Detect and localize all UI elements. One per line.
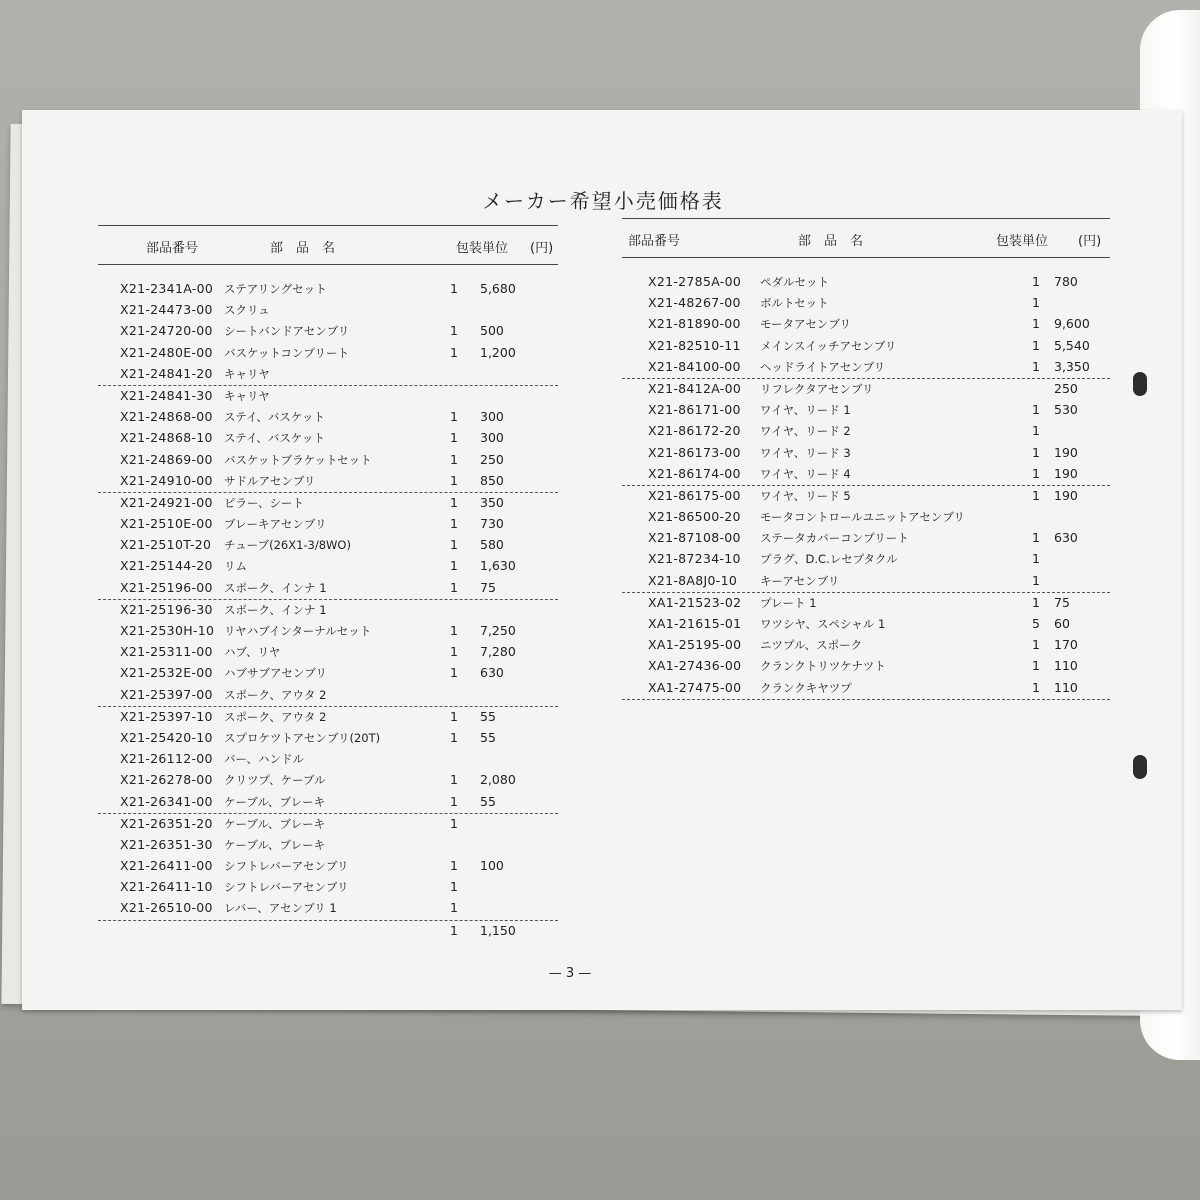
- pack-unit: 1: [450, 323, 458, 339]
- part-number: X21-25420-10: [120, 729, 213, 745]
- price: 55: [480, 793, 496, 809]
- part-number: X21-25311-00: [120, 644, 213, 660]
- pack-unit: 1: [450, 494, 458, 510]
- pack-unit: 1: [1032, 572, 1040, 588]
- part-number: X21-24921-00: [120, 494, 213, 510]
- pack-unit: 1: [450, 537, 458, 553]
- pack-unit: 1: [450, 858, 458, 874]
- price: 55: [480, 729, 496, 745]
- table-row: [622, 421, 1110, 442]
- part-name: ワイヤ、リード 5: [760, 488, 851, 503]
- price: 170: [1054, 637, 1078, 653]
- pack-unit: 1: [1032, 530, 1040, 546]
- part-name: クリツプ、ケーブル: [224, 773, 326, 788]
- table-header: [622, 218, 1110, 258]
- pack-unit: 1: [450, 708, 458, 724]
- part-name: リヤハブインターナルセット: [224, 624, 372, 638]
- part-name: キーアセンブリ: [760, 573, 840, 588]
- table-row: [98, 407, 558, 428]
- price: 1,150: [480, 922, 516, 938]
- price: 3,350: [1054, 358, 1090, 374]
- part-name: ケーブル、ブレーキ: [224, 794, 326, 809]
- part-number: X21-2785A-00: [648, 274, 742, 289]
- price: 530: [1054, 402, 1078, 418]
- pack-unit: 1: [450, 729, 458, 745]
- table-row: [622, 571, 1110, 593]
- part-number: XA1-21523-02: [648, 594, 742, 610]
- part-number: X21-2510E-00: [120, 516, 213, 532]
- part-number: X21-24841-30: [120, 387, 213, 403]
- table-row: [98, 321, 558, 342]
- pack-unit: 1: [1032, 679, 1040, 695]
- part-name: シートバンドアセンブリ: [224, 324, 350, 339]
- part-name: ワイヤ、リード 4: [760, 466, 851, 481]
- price: 350: [480, 494, 504, 510]
- part-number: X21-25144-20: [120, 558, 213, 574]
- table-row: [622, 656, 1110, 677]
- part-name: レバー、アセンブリ 1: [224, 901, 337, 916]
- part-number: X21-26351-20: [120, 815, 213, 831]
- part-name: チューブ(26X1-3/8WO): [224, 538, 351, 553]
- price: 630: [1054, 530, 1078, 546]
- part-number: X21-87234-10: [648, 551, 741, 567]
- price: 55: [480, 708, 496, 724]
- pack-unit: 1: [1032, 658, 1040, 674]
- part-name: リム: [224, 559, 247, 574]
- table-row: [98, 749, 558, 770]
- pack-unit: 1: [450, 516, 458, 532]
- part-name: シフトレバーアセンブリ: [224, 859, 349, 874]
- pack-unit: 1: [1032, 551, 1040, 567]
- pack-unit: 1: [1032, 423, 1040, 439]
- pack-unit: 1: [1032, 402, 1040, 418]
- pack-unit: 1: [1032, 274, 1040, 289]
- part-name: ステイ、バスケット: [224, 410, 325, 425]
- pack-unit: 1: [450, 900, 458, 916]
- part-name: ヘッドライトアセンブリ: [760, 359, 886, 374]
- part-name: ハブサブアセンブリ: [224, 666, 327, 681]
- table-row: [98, 300, 558, 321]
- price: 110: [1054, 679, 1078, 695]
- part-number: X21-26278-00: [120, 772, 213, 788]
- part-number: X21-24869-00: [120, 451, 213, 467]
- price: 5,540: [1054, 337, 1090, 353]
- part-name: ピラー、シート: [224, 495, 305, 510]
- table-row: [622, 507, 1110, 528]
- part-name: ニツプル、スポーク: [760, 638, 863, 653]
- part-name: ワイヤ、リード 1: [760, 403, 851, 418]
- header-part-name: 部 品 名: [270, 241, 336, 256]
- header-part-no: 部品番号: [628, 234, 681, 249]
- table-row: [98, 707, 558, 728]
- table-row: [98, 279, 558, 300]
- price: 580: [480, 537, 504, 553]
- price: 9,600: [1054, 316, 1090, 332]
- part-name: メインスイッチアセンブリ: [760, 338, 897, 353]
- price: 500: [480, 323, 504, 339]
- table-row: [622, 379, 1110, 400]
- part-number: X21-24868-00: [120, 409, 213, 425]
- part-number: X21-84100-00: [648, 358, 741, 374]
- part-name: キャリヤ: [224, 366, 270, 381]
- table-row: [98, 535, 558, 556]
- header-yen: (円): [1078, 234, 1102, 249]
- part-number: X21-48267-00: [648, 295, 741, 311]
- binding-hole-top: [1133, 372, 1147, 396]
- price: 250: [1054, 380, 1078, 396]
- table-row: [622, 336, 1110, 357]
- table-row: [622, 614, 1110, 635]
- price: 300: [480, 430, 504, 446]
- table-row: [98, 364, 558, 386]
- part-number: X21-25397-10: [120, 708, 213, 724]
- part-number: X21-87108-00: [648, 530, 741, 546]
- pack-unit: 1: [450, 815, 458, 831]
- pack-unit: 1: [450, 623, 458, 638]
- table-row: [98, 343, 558, 364]
- part-number: X21-2341A-00: [120, 281, 214, 296]
- pack-unit: 1: [1032, 295, 1040, 311]
- price: 75: [480, 579, 496, 595]
- price: 630: [480, 665, 504, 681]
- table-row: [622, 272, 1110, 293]
- part-name: ボルトセット: [760, 296, 829, 311]
- table-row: [98, 663, 558, 684]
- part-name: ワツシヤ、スペシャル 1: [760, 617, 886, 631]
- header-part-no: 部品番号: [146, 241, 199, 256]
- table-row: [622, 443, 1110, 464]
- part-number: X21-2510T-20: [120, 537, 212, 553]
- part-number: X21-26112-00: [120, 751, 213, 767]
- page-title: メーカー希望小売価格表: [482, 189, 724, 213]
- pack-unit: 1: [450, 772, 458, 788]
- price: 100: [480, 858, 504, 874]
- table-header: [98, 225, 558, 265]
- table-row: [98, 493, 558, 514]
- part-number: X21-26411-00: [120, 858, 213, 874]
- price: 190: [1054, 465, 1078, 481]
- table-row: [98, 428, 558, 449]
- price: 110: [1054, 658, 1078, 674]
- part-name: モータコントロールユニットアセンブリ: [760, 510, 965, 525]
- part-name: サドルアセンブリ: [224, 473, 316, 488]
- part-number: X21-2530H-10: [120, 623, 215, 638]
- table-row: [98, 728, 558, 749]
- part-number: X21-86171-00: [648, 402, 741, 418]
- pack-unit: 1: [1032, 358, 1040, 374]
- table-row: [98, 898, 558, 920]
- part-number: X21-86172-20: [648, 423, 741, 439]
- table-row: [622, 528, 1110, 549]
- part-name: ステータカバーコンプリート: [760, 531, 909, 546]
- price: 1,200: [480, 344, 516, 360]
- part-name: ステイ、バスケット: [224, 431, 325, 446]
- pack-unit: 1: [450, 579, 458, 595]
- part-number: X21-82510-11: [648, 337, 741, 353]
- part-name: リフレクタアセンブリ: [760, 381, 874, 396]
- pack-unit: 1: [1032, 444, 1040, 460]
- part-number: X21-26510-00: [120, 900, 213, 916]
- pack-unit: 1: [1032, 594, 1040, 610]
- pack-unit: 1: [450, 281, 458, 296]
- pack-unit: 1: [450, 409, 458, 425]
- table-row: [98, 450, 558, 471]
- pack-unit: 1: [1032, 637, 1040, 653]
- table-row: [622, 464, 1110, 486]
- part-number: X21-8412A-00: [648, 380, 742, 396]
- pack-unit: 1: [1032, 465, 1040, 481]
- part-number: X21-2480E-00: [120, 344, 213, 360]
- binding-hole-bottom: [1133, 755, 1147, 779]
- table-row: [98, 386, 558, 407]
- price: 780: [1054, 274, 1078, 289]
- table-row: [622, 357, 1110, 379]
- pack-unit: 1: [450, 879, 458, 895]
- part-number: XA1-27436-00: [648, 658, 742, 674]
- part-number: X21-24720-00: [120, 323, 213, 339]
- pack-unit: 1: [450, 451, 458, 467]
- table-row: [98, 685, 558, 707]
- part-number: X21-26351-30: [120, 836, 213, 852]
- price: 2,080: [480, 772, 516, 788]
- part-number: X21-24868-10: [120, 430, 213, 446]
- table-row: [98, 770, 558, 791]
- pack-unit: 5: [1032, 616, 1040, 631]
- table-row: [622, 400, 1110, 421]
- part-number: X21-86173-00: [648, 444, 741, 460]
- pack-unit: 1: [450, 644, 458, 660]
- part-name: スポーク、インナ 1: [224, 580, 327, 595]
- pack-unit: 1: [1032, 316, 1040, 332]
- table-row: [98, 621, 558, 642]
- part-name: ケーブル、ブレーキ: [224, 837, 326, 852]
- table-row: [98, 514, 558, 535]
- part-name: スポーク、アウタ 2: [224, 687, 327, 702]
- part-name: キャリヤ: [224, 388, 270, 403]
- part-name: ステアリングセット: [224, 282, 327, 296]
- part-number: X21-25397-00: [120, 686, 213, 702]
- table-row: [98, 642, 558, 663]
- part-number: X21-24473-00: [120, 302, 213, 318]
- pack-unit: 1: [1032, 487, 1040, 503]
- table-row: [622, 593, 1110, 614]
- part-name: クランクトリツケナツト: [760, 659, 886, 674]
- table-row: [622, 293, 1110, 314]
- part-name: バスケットコンプリート: [224, 345, 350, 360]
- part-name: モータアセンブリ: [760, 317, 851, 332]
- table-row: [98, 471, 558, 493]
- pack-unit: 1: [450, 793, 458, 809]
- part-number: X21-2532E-00: [120, 665, 213, 681]
- price: 7,280: [480, 644, 516, 660]
- part-number: X21-86174-00: [648, 465, 741, 481]
- part-name: クランクキヤツプ: [760, 680, 852, 695]
- header-unit: 包装単位: [996, 234, 1049, 249]
- table-row: [98, 556, 558, 577]
- pack-unit: 1: [450, 665, 458, 681]
- price: 300: [480, 409, 504, 425]
- price: 190: [1054, 444, 1078, 460]
- part-number: XA1-25195-00: [648, 637, 742, 653]
- part-number: X21-26411-10: [120, 879, 213, 895]
- part-name: バー、ハンドル: [224, 752, 305, 767]
- part-name: スプロケツトアセンブリ(20T): [224, 730, 381, 745]
- table-row: [98, 600, 558, 621]
- part-name: ブレーキアセンブリ: [224, 517, 327, 532]
- part-number: XA1-27475-00: [648, 679, 742, 695]
- header-yen: (円): [530, 241, 554, 256]
- price-table-right: [622, 218, 1110, 700]
- table-row: [98, 856, 558, 877]
- part-number: X21-25196-00: [120, 579, 213, 595]
- part-name: スポーク、アウタ 2: [224, 709, 327, 724]
- price: 5,680: [480, 281, 516, 296]
- table-row: [98, 814, 558, 835]
- table-row: [98, 921, 558, 942]
- pack-unit: 1: [450, 344, 458, 360]
- pack-unit: 1: [450, 472, 458, 488]
- part-name: ワイヤ、リード 3: [760, 445, 851, 460]
- price: 60: [1054, 616, 1070, 631]
- price: 7,250: [480, 623, 516, 638]
- part-number: X21-26341-00: [120, 793, 213, 809]
- part-number: X21-86175-00: [648, 487, 741, 503]
- price: 730: [480, 516, 504, 532]
- pack-unit: 1: [450, 558, 458, 574]
- table-row: [98, 792, 558, 814]
- table-row: [622, 549, 1110, 570]
- price: 250: [480, 451, 504, 467]
- table-body: [98, 279, 558, 942]
- part-name: ケーブル、ブレーキ: [224, 816, 326, 831]
- table-row: [622, 314, 1110, 335]
- price: 1,630: [480, 558, 516, 574]
- part-number: X21-24910-00: [120, 472, 213, 488]
- part-name: プラグ、D.C.レセプタクル: [760, 552, 898, 567]
- table-row: [622, 635, 1110, 656]
- table-row: [98, 877, 558, 898]
- part-number: X21-81890-00: [648, 316, 741, 332]
- header-unit: 包装単位: [456, 241, 509, 256]
- price-table-left: [98, 225, 558, 942]
- table-row: [622, 486, 1110, 507]
- header-part-name: 部 品 名: [798, 234, 864, 249]
- pack-unit: 1: [450, 922, 458, 938]
- part-name: ハブ、リヤ: [224, 645, 281, 660]
- price: 75: [1054, 594, 1070, 610]
- part-name: バスケットブラケットセット: [224, 452, 372, 467]
- price: 850: [480, 472, 504, 488]
- part-number: X21-25196-30: [120, 601, 213, 617]
- part-number: X21-8A8J0-10: [648, 572, 738, 588]
- page-number: — 3 —: [548, 966, 592, 981]
- pack-unit: 1: [450, 430, 458, 446]
- part-name: ワイヤ、リード 2: [760, 424, 851, 439]
- part-name: スポーク、インナ 1: [224, 602, 327, 617]
- price: 190: [1054, 487, 1078, 503]
- pack-unit: 1: [1032, 337, 1040, 353]
- part-name: スクリュ: [224, 303, 270, 318]
- table-body: [622, 272, 1110, 700]
- part-name: ペダルセット: [760, 275, 829, 289]
- table-row: [622, 678, 1110, 700]
- part-number: XA1-21615-01: [648, 616, 742, 631]
- table-row: [98, 578, 558, 600]
- part-name: プレート 1: [760, 595, 817, 610]
- part-name: シフトレバーアセンブリ: [224, 880, 349, 895]
- part-number: X21-86500-20: [648, 509, 741, 525]
- table-row: [98, 835, 558, 856]
- part-number: X21-24841-20: [120, 365, 213, 381]
